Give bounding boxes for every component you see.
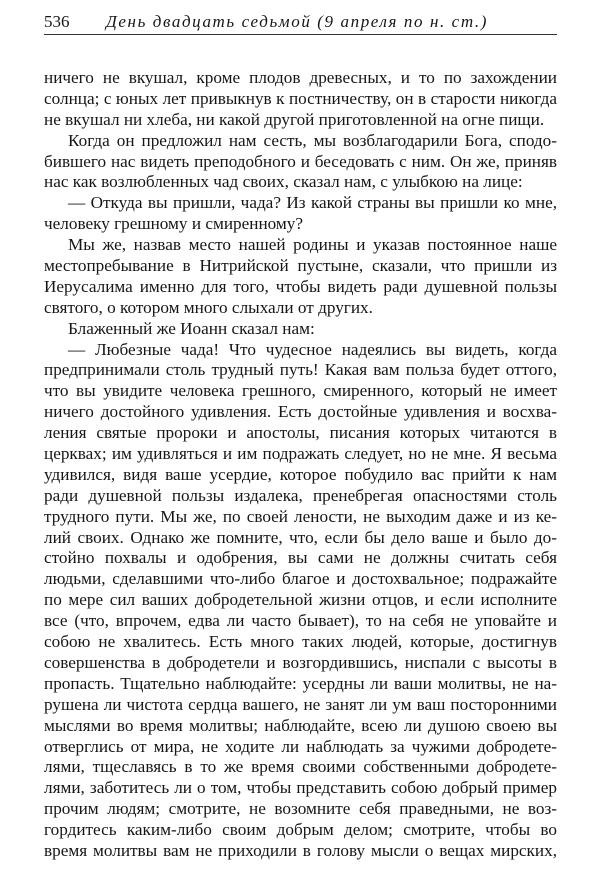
running-header: [44, 10, 557, 35]
text-line: совершенства в добродетели и возгордившись, ниспали с высоты в: [44, 652, 557, 672]
page-body-text: [44, 68, 557, 862]
page-number: 536: [44, 12, 70, 31]
text-line: лями, тщеславясь в то же время своими собственными добродете-: [44, 757, 557, 777]
text-line: святого, о котором много слыхали от других.: [44, 297, 373, 317]
text-line: ничего достойного удивления. Есть достойные удивления и восхва-: [44, 402, 557, 422]
text-line: прочим людям; смотрите, не возомните себя праведными, не воз-: [44, 799, 557, 819]
text-line: предпринимали столь трудный путь! Какая вам польза будет оттого,: [44, 360, 557, 380]
text-line: людьми, сделавшими что-либо благое и достохвальное; подражайте: [44, 569, 557, 589]
text-line: — Откуда вы пришли, чада? Из какой страны вы пришли ко мне,: [68, 193, 557, 213]
text-line: все (что, впрочем, едва ли часто бывает), то на себя не уповайте и: [44, 611, 557, 631]
running-title: День двадцать седьмой (9 апреля по н. ст.): [106, 12, 489, 31]
text-line: бившего нас видеть преподобного и беседовать с ним. Он же, приняв: [44, 151, 557, 171]
text-line: пропасть. Тщательно наблюдайте: усердны ли ваши молитвы, не на-: [44, 673, 557, 693]
text-line: церквах; им удивляться и им подражать следует, но не мне. Я весьма: [44, 444, 557, 464]
text-line: стойно похвалы и одобрения, вы сами не должны считать себя: [44, 548, 557, 568]
text-line: человеку грешному и смиренному?: [44, 214, 304, 234]
text-line: ничего не вкушал, кроме плодов древесных, и то по захождении: [44, 68, 557, 87]
text-line: нас как возлюбленных чад своих, сказал нам, с улыбкою на лице:: [44, 172, 523, 192]
text-line: собою не хвалитесь. Есть много таких людей, которые, достигнув: [44, 632, 557, 652]
text-line: отверглись от мира, не ходите ли наблюдать за чужими добродете-: [44, 736, 557, 756]
text-line: Иерусалима именно для того, чтобы видеть ради душевной пользы: [44, 276, 557, 296]
text-line: — Любезные чада! Что чудесное надеялись вы видеть, когда: [68, 339, 557, 359]
text-line: удивился, видя ваше усердие, которое побудило вас прийти к нам: [44, 464, 557, 484]
text-line: солнца; с юных лет привыкнув к постничеству, он в старости никогда: [44, 88, 557, 108]
text-line: Блаженный же Иоанн сказал нам:: [68, 318, 315, 338]
text-line: по мере сил ваших добродетельной жизни отцов, и если исполните: [44, 590, 557, 610]
text-line: ления святые пророки и апостолы, писания которых читаются в: [44, 423, 557, 443]
text-line: Когда он предложил нам сесть, мы возблагодарили Бога, сподо-: [68, 130, 557, 150]
text-line: Мы же, назвав место нашей родины и указав постоянное наше: [68, 235, 557, 255]
text-line: местопребывание в Нитрийской пустыне, сказали, что пришли из: [44, 256, 557, 276]
text-line: трудного пути. Мы же, по своей лености, не выходим даже и из ке-: [44, 506, 557, 526]
text-line: мыслями во время молитвы; наблюдайте, всею ли душою своею вы: [44, 715, 557, 735]
text-line: не вкушал ни хлеба, ни какой другой приготовленной на огне пищи.: [44, 109, 545, 129]
text-line: время молитвы вам не приходили в голову мысли о вещах мирских,: [44, 840, 557, 860]
text-line: ради душевной пользы издалека, пренебрегая опасностями столь: [44, 485, 557, 505]
text-line: рушена ли чистота сердца вашего, не занят ли ум ваш посторонними: [44, 694, 557, 714]
text-line: лий своих. Однако же помните, что, если бы дело ваше и было до-: [44, 527, 557, 547]
text-line: лями, заботитесь ли о том, чтобы представить собою добрый пример: [44, 778, 557, 798]
text-line: что вы увидите человека грешного, смиренного, который не имеет: [44, 381, 557, 401]
text-line: гордитесь каким-либо своим добрым делом; смотрите, чтобы во: [44, 820, 557, 840]
